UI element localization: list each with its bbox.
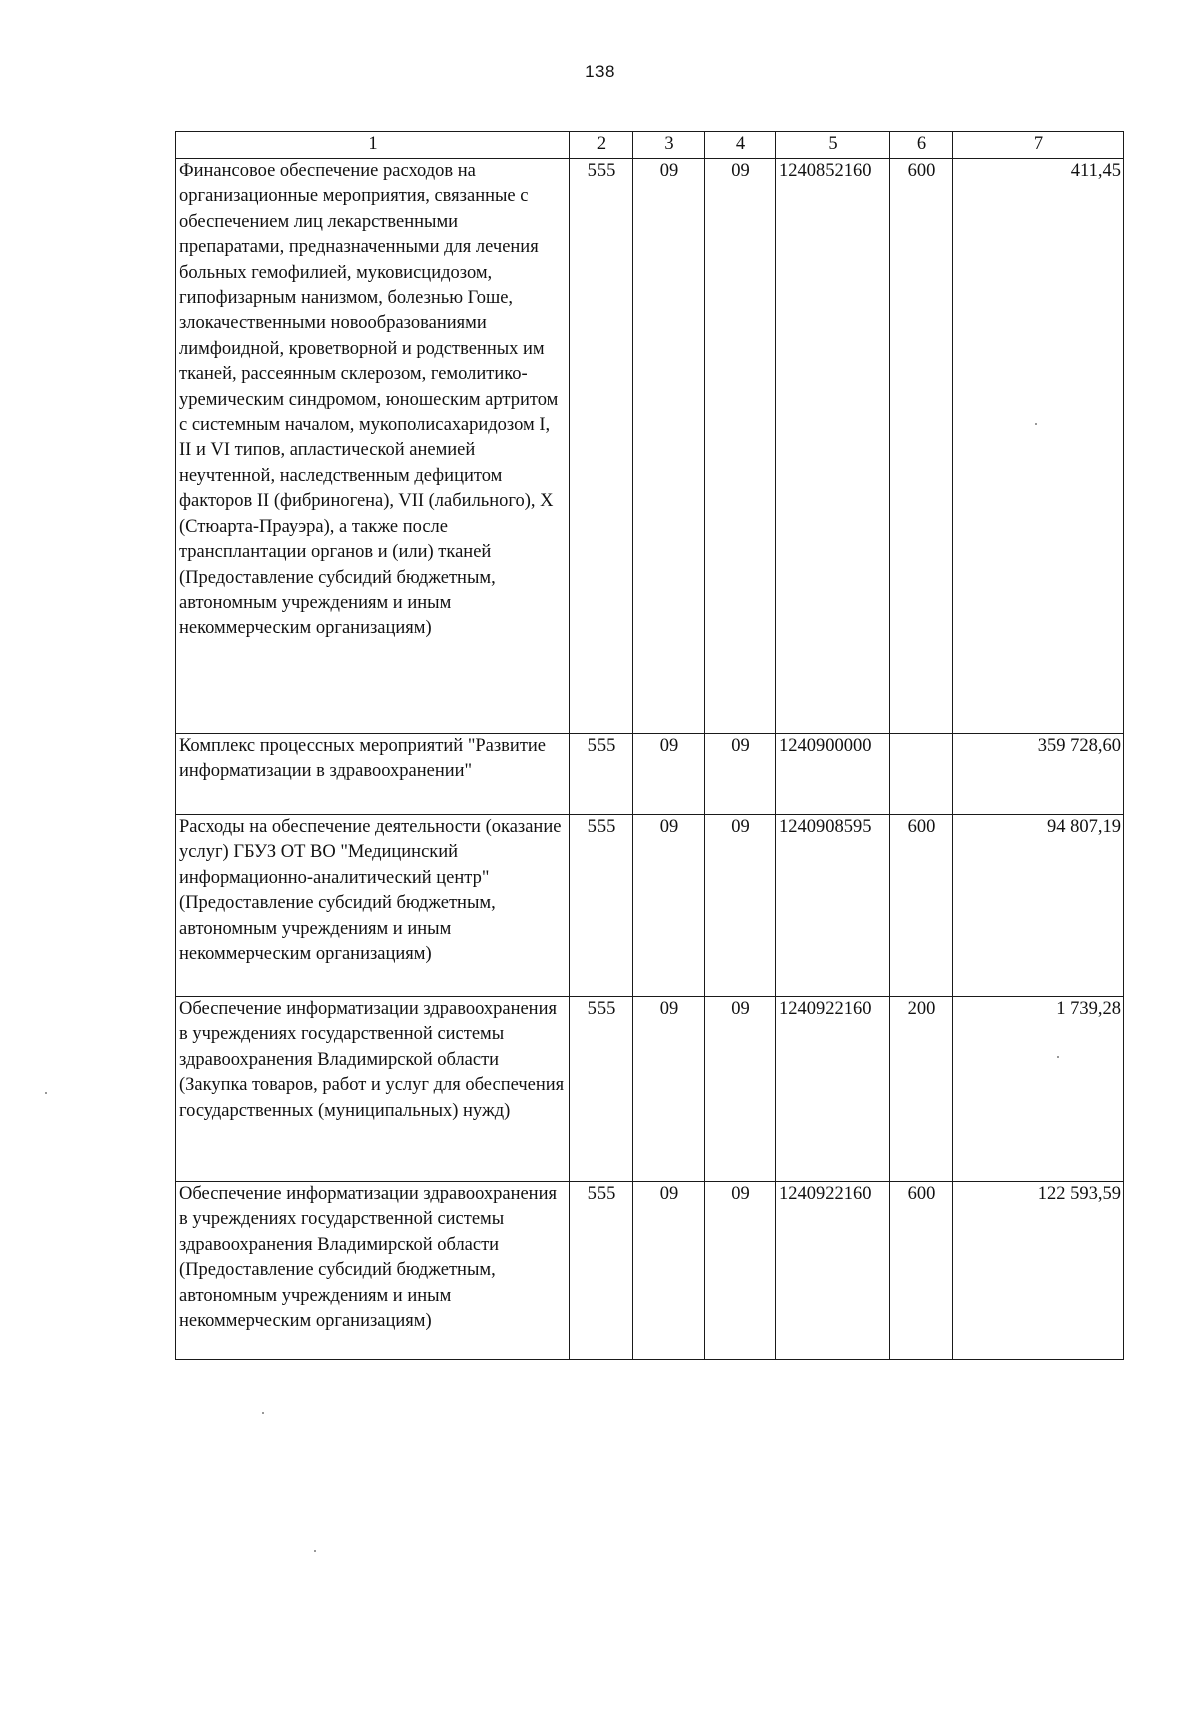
row-amount: 411,45 <box>953 159 1124 734</box>
row-section: 09 <box>633 734 705 815</box>
scan-speck <box>314 1550 316 1552</box>
table-row <box>176 734 1124 815</box>
table-row <box>176 997 1124 1182</box>
header-col-5: 5 <box>776 132 890 159</box>
header-col-6: 6 <box>890 132 953 159</box>
row-target-article: 1240922160 <box>776 1182 890 1360</box>
header-col-3: 3 <box>633 132 705 159</box>
row-name: Комплекс процессных мероприятий "Развитие информатизации в здравоохранении" <box>176 734 570 815</box>
table-row <box>176 159 1124 734</box>
row-name: Финансовое обеспечение расходов на организационные мероприятия, связанные с обеспечением лиц лекарственными препаратами, предназначенными для лечения больных гемофилией, муковисцидозом, гипофизарным нанизмом, болезнью Гоше, злокачественными новообразованиями лимфоидной, кроветворной и родственных им тканей, рассеянным склерозом, гемолитико-уремическим синдромом, юношеским артритом с системным началом, мукополисахаридозом I, II и VI типов, апластической анемией неучтенной, наследственным дефицитом факторов II (фибриногена), VII (лабильного), X (Стюарта-Прауэра), а также после трансплантации органов и (или) тканей (Предоставление субсидий бюджетным, автономным учреждениям и иным некоммерческим организациям) <box>176 159 570 734</box>
row-expense-type <box>890 734 953 815</box>
table-row <box>176 815 1124 997</box>
row-amount: 359 728,60 <box>953 734 1124 815</box>
row-name: Обеспечение информатизации здравоохранения в учреждениях государственной системы здравоохранения Владимирской области (Закупка товаров, работ и услуг для обеспечения государственных (муниципальных) нужд) <box>176 997 570 1182</box>
table-row <box>176 1182 1124 1360</box>
row-section: 09 <box>633 159 705 734</box>
row-amount: 1 739,28 <box>953 997 1124 1182</box>
header-col-7: 7 <box>953 132 1124 159</box>
row-expense-type: 600 <box>890 159 953 734</box>
row-subsection: 09 <box>705 815 776 997</box>
row-subsection: 09 <box>705 159 776 734</box>
row-ministry: 555 <box>570 815 633 997</box>
scan-speck <box>1057 1056 1059 1058</box>
row-amount: 122 593,59 <box>953 1182 1124 1360</box>
scan-speck <box>262 1412 264 1414</box>
header-col-4: 4 <box>705 132 776 159</box>
header-col-1: 1 <box>176 132 570 159</box>
row-target-article: 1240922160 <box>776 997 890 1182</box>
row-ministry: 555 <box>570 997 633 1182</box>
row-expense-type: 600 <box>890 815 953 997</box>
row-expense-type: 200 <box>890 997 953 1182</box>
row-name: Расходы на обеспечение деятельности (оказание услуг) ГБУЗ ОТ ВО "Медицинский информационно-аналитический центр" (Предоставление субсидий бюджетным, автономным учреждениям и иным некоммерческим организациям) <box>176 815 570 997</box>
row-subsection: 09 <box>705 997 776 1182</box>
row-target-article: 1240852160 <box>776 159 890 734</box>
row-ministry: 555 <box>570 159 633 734</box>
row-subsection: 09 <box>705 734 776 815</box>
row-target-article: 1240900000 <box>776 734 890 815</box>
row-name: Обеспечение информатизации здравоохранения в учреждениях государственной системы здравоохранения Владимирской области (Предоставление субсидий бюджетным, автономным учреждениям и иным некоммерческим организациям) <box>176 1182 570 1360</box>
scan-speck <box>45 1092 47 1094</box>
scan-speck <box>1035 423 1037 425</box>
row-amount: 94 807,19 <box>953 815 1124 997</box>
row-ministry: 555 <box>570 1182 633 1360</box>
budget-table <box>175 131 1124 1360</box>
page-number: 138 <box>585 62 615 81</box>
row-section: 09 <box>633 815 705 997</box>
row-expense-type: 600 <box>890 1182 953 1360</box>
row-subsection: 09 <box>705 1182 776 1360</box>
header-col-2: 2 <box>570 132 633 159</box>
row-ministry: 555 <box>570 734 633 815</box>
row-section: 09 <box>633 1182 705 1360</box>
table-header-row <box>176 132 1124 159</box>
row-section: 09 <box>633 997 705 1182</box>
row-target-article: 1240908595 <box>776 815 890 997</box>
